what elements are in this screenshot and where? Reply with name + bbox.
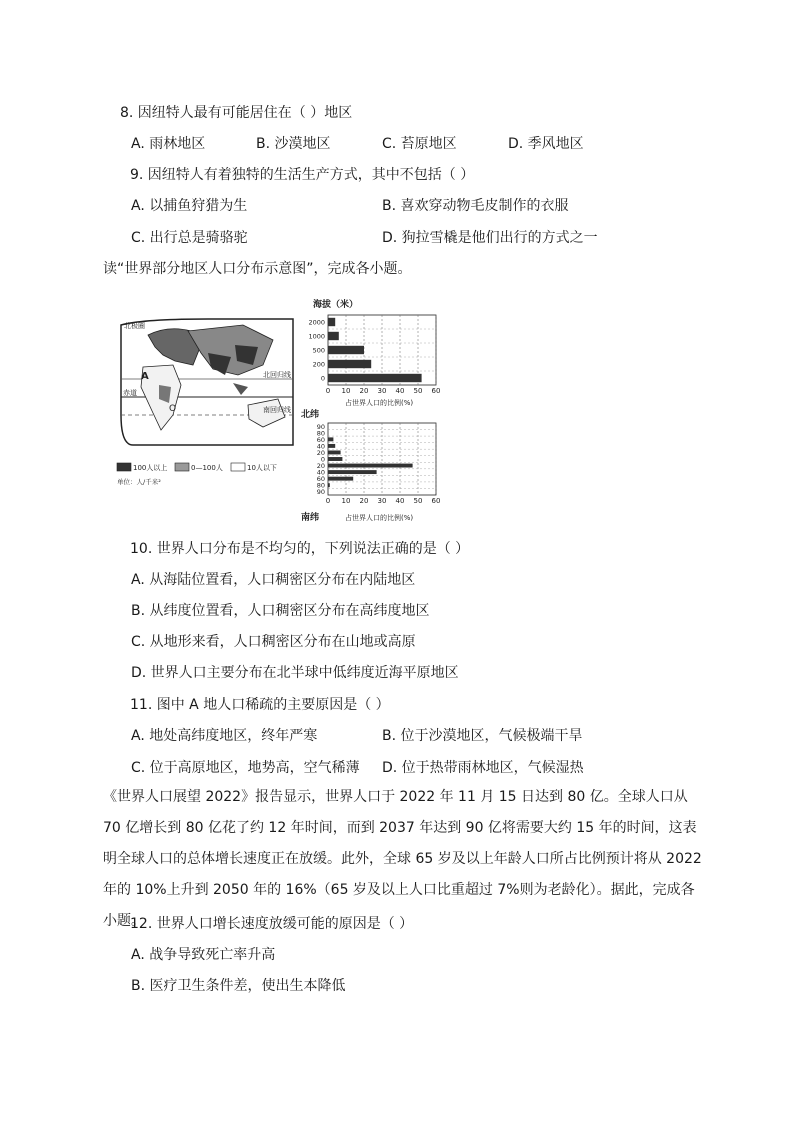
question-10-option-a: A. 从海陆位置看，人口稠密区分布在内陆地区 [131, 572, 416, 588]
tropic-of-cancer-label: 北回归线 [263, 371, 291, 379]
elevation-chart-bar [328, 332, 339, 340]
legend-unit-label: 单位：人/千米² [117, 478, 161, 486]
legend-dense-label: 100人以上 [133, 464, 168, 472]
passage-text: 《世界人口展望 2022》报告显示，世界人口于 2022 年 11 月 15 日达到 80 亿。全球人口从 70 亿增长到 80 亿花了约 12 年时间，而到 2037 年达到 90 亿将需要大约 15 年的时间，这表明全球人口的总体增长速度正在放缓。此外，全球 65 岁及以上年龄人口所占比例预计将从 2022 年的 10%上升到 2050 年的 16%（65 岁及以上人口比重超过 7%则为老龄化）。据此，完成各小题。 [103, 789, 702, 929]
elevation-chart-xtick-label: 0 [325, 387, 331, 395]
latitude-chart-ytick-label: 20 [316, 462, 325, 471]
latitude-chart-ytick-label: 80 [316, 429, 325, 438]
question-12-stem: 12. 世界人口增长速度放缓可能的原因是（ ） [130, 916, 414, 932]
latitude-chart-xtick-label: 50 [413, 497, 423, 505]
point-a-label: A [141, 371, 149, 382]
legend-sparse-label: 10人以下 [247, 464, 277, 472]
elevation-chart-xtick-label: 30 [377, 387, 387, 395]
question-10-stem: 10. 世界人口分布是不均匀的，下列说法正确的是（ ） [130, 541, 470, 557]
elevation-chart-xtick-label: 10 [341, 387, 351, 395]
population-distribution-figure [113, 295, 453, 525]
question-10-option-b: B. 从纬度位置看，人口稠密区分布在高纬度地区 [131, 603, 430, 619]
latitude-chart-bar [328, 450, 341, 454]
question-11-stem: 11. 图中 A 地人口稀疏的主要原因是（ ） [130, 697, 390, 713]
latitude-chart-ytick-label: 40 [316, 468, 325, 477]
latitude-chart-bottom-label: 南纬 [301, 513, 320, 523]
latitude-chart-bar [328, 477, 353, 481]
latitude-chart-xtick-label: 30 [377, 497, 387, 505]
latitude-chart-bar [328, 470, 377, 474]
elevation-chart-ytick-label: 1000 [308, 332, 325, 341]
latitude-chart-ytick-label: 20 [316, 448, 325, 457]
elevation-chart-bar [328, 346, 364, 354]
point-o-label: O [169, 404, 177, 414]
latitude-chart-bar [328, 444, 335, 448]
elevation-chart-xtick-label: 60 [431, 387, 441, 395]
question-8-option-d: D. 季风地区 [508, 136, 584, 152]
north-pole-circle-label: 北极圈 [124, 322, 145, 330]
latitude-chart-ytick-label: 60 [316, 475, 325, 484]
question-11-option-a: A. 地处高纬度地区，终年严寒 [131, 728, 318, 744]
question-8-stem: 8. 因纽特人最有可能居住在（ ）地区 [120, 105, 353, 121]
elevation-chart-bar [328, 318, 335, 326]
latitude-chart-ytick-label: 80 [316, 481, 325, 490]
latitude-chart-ytick-label: 0 [320, 455, 325, 464]
latitude-chart-xtick-label: 10 [341, 497, 351, 505]
latitude-chart-xtick-label: 0 [325, 497, 331, 505]
latitude-chart-xlabel: 占世界人口的比例(%) [345, 514, 414, 522]
legend-sparse-swatch [231, 463, 245, 471]
elevation-chart-xtick-label: 40 [395, 387, 405, 395]
latitude-chart-ytick-label: 90 [316, 488, 325, 497]
question-11-option-c: C. 位于高原地区，地势高，空气稀薄 [131, 760, 360, 776]
legend-dense-swatch [117, 463, 131, 471]
tropic-of-capricorn-label: 南回归线 [263, 406, 291, 414]
elevation-chart-bar [328, 374, 422, 382]
latitude-chart-bar [328, 437, 333, 441]
latitude-chart [301, 408, 440, 523]
elevation-chart-bar [328, 360, 371, 368]
question-9-option-c: C. 出行总是骑骆驼 [131, 230, 248, 246]
elevation-chart-ytick-label: 0 [320, 374, 325, 383]
latitude-chart-bar [328, 483, 330, 487]
question-12-option-b: B. 医疗卫生条件差，使出生本降低 [131, 978, 346, 994]
question-11-option-d: D. 位于热带雨林地区，气候湿热 [382, 760, 584, 776]
latitude-chart-bar [328, 464, 413, 468]
elevation-chart-title: 海拔（米） [313, 300, 359, 310]
elevation-chart-ytick-label: 2000 [308, 318, 325, 327]
elevation-chart-ytick-label: 200 [312, 360, 325, 369]
world-map [121, 319, 293, 445]
question-9-option-b: B. 喜欢穿动物毛皮制作的衣服 [382, 198, 569, 214]
legend-medium-swatch [175, 463, 189, 471]
question-8-option-a: A. 雨林地区 [131, 136, 206, 152]
latitude-chart-xtick-label: 40 [395, 497, 405, 505]
latitude-chart-ytick-label: 40 [316, 442, 325, 451]
question-9-stem: 9. 因纽特人有着独特的生活生产方式，其中不包括（ ） [130, 167, 475, 183]
latitude-chart-xtick-label: 20 [359, 497, 369, 505]
question-9-option-d: D. 狗拉雪橇是他们出行的方式之一 [382, 230, 598, 246]
latitude-chart-bar [328, 457, 342, 461]
question-9-option-a: A. 以捕鱼狩猎为生 [131, 198, 248, 214]
map-legend [117, 463, 277, 486]
latitude-chart-ytick-label: 60 [316, 435, 325, 444]
legend-medium-label: 0—100人 [191, 464, 223, 472]
equator-label: 赤道 [123, 389, 137, 397]
question-8-option-b: B. 沙漠地区 [256, 136, 331, 152]
elevation-chart-ytick-label: 500 [312, 346, 325, 355]
latitude-chart-top-label: 北纬 [301, 410, 320, 420]
latitude-chart-xtick-label: 60 [431, 497, 441, 505]
elevation-chart [308, 298, 440, 407]
question-10-option-c: C. 从地形来看，人口稠密区分布在山地或高原 [131, 634, 416, 650]
figure-intro: 读“世界部分地区人口分布示意图”，完成各小题。 [103, 261, 412, 277]
question-12-option-a: A. 战争导致死亡率升高 [131, 947, 276, 963]
elevation-chart-xtick-label: 50 [413, 387, 423, 395]
elevation-chart-xtick-label: 20 [359, 387, 369, 395]
question-11-option-b: B. 位于沙漠地区，气候极端干旱 [382, 728, 583, 744]
latitude-chart-ytick-label: 90 [316, 422, 325, 431]
question-8-option-c: C. 苔原地区 [382, 136, 457, 152]
question-10-option-d: D. 世界人口主要分布在北半球中低纬度近海平原地区 [131, 665, 459, 681]
elevation-chart-xlabel: 占世界人口的比例(%) [345, 399, 414, 407]
